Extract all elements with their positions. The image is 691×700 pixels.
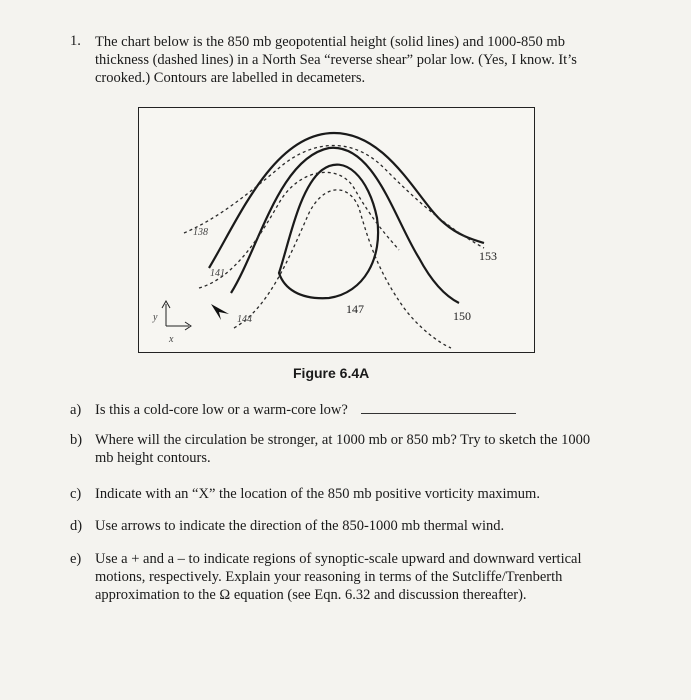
subquestion-text xyxy=(95,517,504,535)
subquestion-text xyxy=(95,485,540,503)
subquestion-label: d) xyxy=(70,518,83,534)
figure-caption: Figure 6.4A xyxy=(293,365,370,381)
subquestion-line: mb height contours. xyxy=(95,450,211,466)
subquestion-text xyxy=(95,401,516,419)
subquestion-line: Indicate with an “X” the location of the 850 mb positive vorticity maximum. xyxy=(95,486,540,502)
solid-contour-150 xyxy=(231,148,459,303)
contour-map xyxy=(139,108,534,352)
label-141: 141 xyxy=(210,268,225,279)
subquestion-label: a) xyxy=(70,402,82,418)
question-number: 1. xyxy=(70,33,81,49)
subquestion-text xyxy=(95,431,590,467)
subquestion-a xyxy=(70,401,630,421)
pointer-arrow-icon xyxy=(211,304,229,320)
label-153: 153 xyxy=(479,249,497,263)
question-line: crooked.) Contours are labelled in decameters. xyxy=(95,70,366,86)
label-150: 150 xyxy=(453,309,471,323)
question-line: thickness (dashed lines) in a North Sea “reverse shear” polar low. (Yes, I know. It’s xyxy=(95,52,577,68)
axes-icon xyxy=(162,301,191,330)
subquestion-label: e) xyxy=(70,551,82,567)
subquestion-e xyxy=(70,550,630,610)
answer-blank[interactable] xyxy=(361,401,516,414)
subquestion-line: approximation to the Ω equation (see Eqn. 6.32 and discussion thereafter). xyxy=(95,587,527,603)
subquestion-line: motions, respectively. Explain your reasoning in terms of the Sutcliffe/Trenberth xyxy=(95,569,563,585)
subquestion-line: Where will the circulation be stronger, at 1000 mb or 850 mb? Try to sketch the 1000 xyxy=(95,432,591,448)
x-axis-label: x xyxy=(169,334,174,345)
contour-figure xyxy=(138,107,535,353)
subquestion-label: c) xyxy=(70,486,82,502)
subquestion-label: b) xyxy=(70,432,83,448)
subquestion-line: Use arrows to indicate the direction of the 850-1000 mb thermal wind. xyxy=(95,518,505,534)
label-147: 147 xyxy=(346,302,364,316)
subquestion-b xyxy=(70,431,630,471)
dashed-contour-144 xyxy=(234,190,451,348)
subquestion-d xyxy=(70,517,630,537)
subquestion-line: Is this a cold-core low or a warm-core low? xyxy=(95,402,348,418)
question-line: The chart below is the 850 mb geopotential height (solid lines) and 1000-850 mb xyxy=(95,34,565,50)
y-axis-label: y xyxy=(153,312,158,323)
subquestion-c xyxy=(70,485,630,505)
subquestion-text xyxy=(95,550,582,604)
question-text xyxy=(95,33,615,87)
solid-contour-147 xyxy=(279,165,378,299)
label-144: 144 xyxy=(237,314,252,325)
subquestion-line: Use a + and a – to indicate regions of synoptic-scale upward and downward vertical xyxy=(95,551,582,567)
label-138: 138 xyxy=(193,227,208,238)
